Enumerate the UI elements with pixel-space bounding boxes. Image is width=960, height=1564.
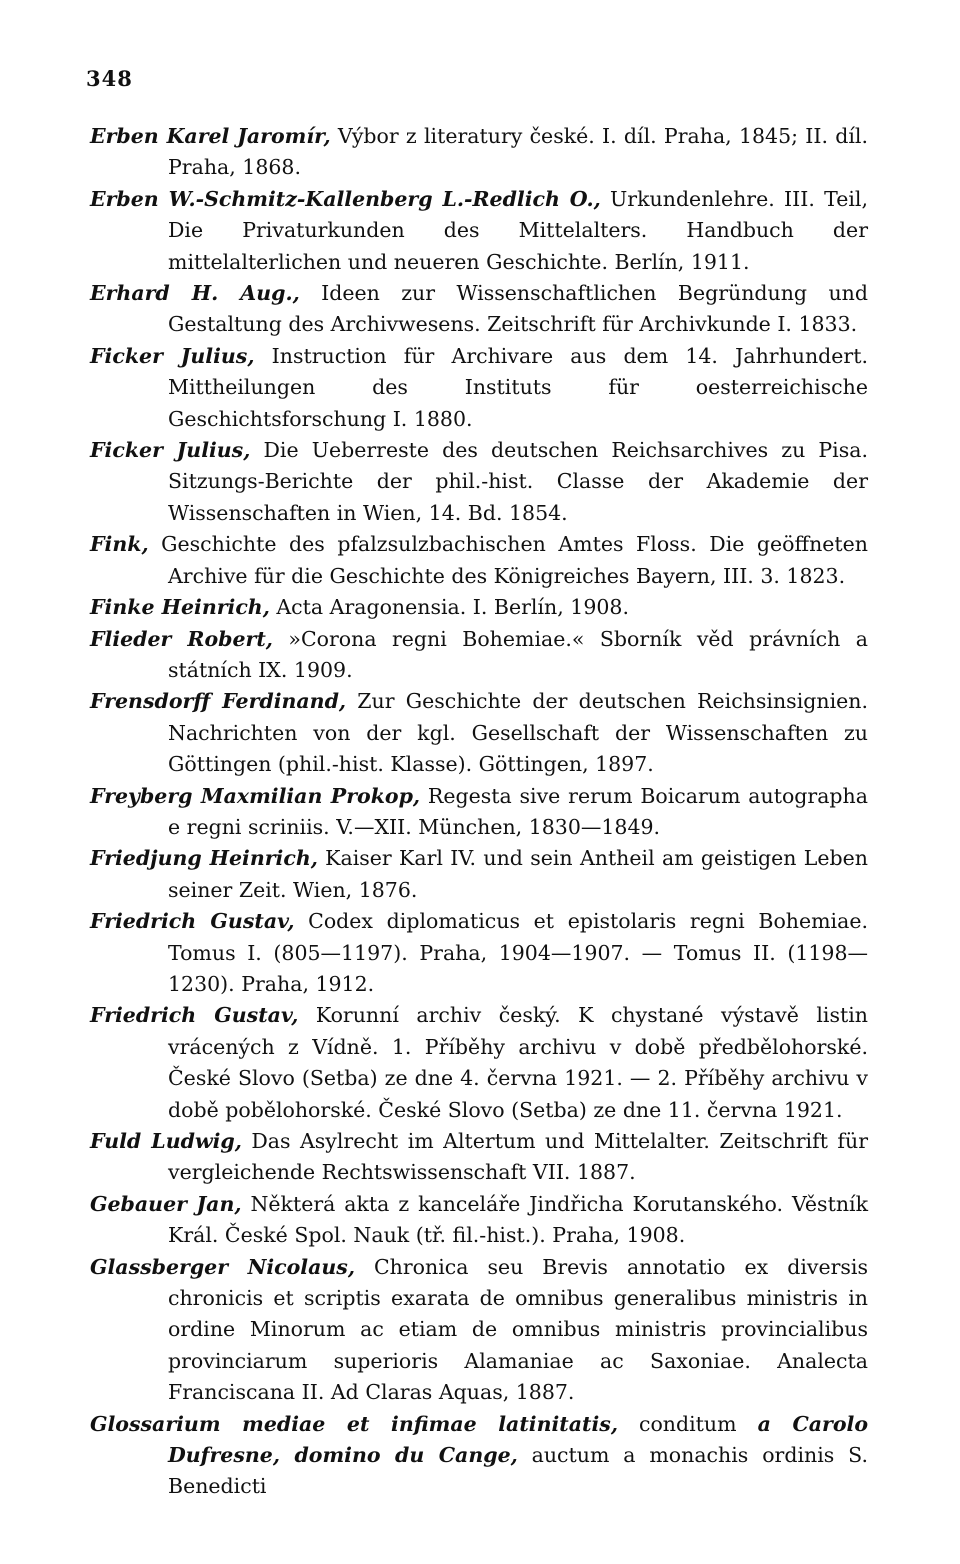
bibliography-entry — [90, 1000, 868, 1126]
entry-text: Některá akta z kanceláře Jindřicha Korutanského. Věstník Král. České Spol. Nauk (tř. fil.-hist.). Praha, 1908. — [168, 1191, 868, 1248]
entry-author: Glassberger Nicolaus, — [90, 1254, 355, 1279]
bibliography-entry — [90, 686, 868, 780]
entry-text: Regesta sive rerum Boicarum autographa e regni scriniis. V.—XII. München, 1830—1849. — [168, 783, 868, 839]
entry-author: Fuld Ludwig, — [90, 1129, 242, 1153]
entry-text: Instruction für Archivare aus dem 14. Jahrhundert. Mittheilungen des Instituts für oesterreichische Geschichtsforschung I. 1880. — [168, 343, 868, 431]
page-number: 348 — [86, 66, 133, 91]
entry-text: Urkundenlehre. III. Teil, Die Privaturkunden des Mittelalters. Handbuch der mittelalterlichen und neueren Geschichte. Berlín, 1911. — [168, 186, 868, 274]
entry-author: Erhard H. Aug., — [90, 281, 300, 306]
entry-author: Gebauer Jan, — [90, 1191, 242, 1216]
entry-text: Acta Aragonensia. I. Berlín, 1908. — [269, 595, 629, 620]
entry-text: Geschichte des pfalzsulzbachischen Amtes Floss. Die geöffneten Archive für die Geschichte des Königreiches Bayern, III. 3. 1823. — [148, 532, 868, 588]
entry-text: Ideen zur Wissenschaftlichen Begründung und Gestaltung des Archivwesens. Zeitschrift für Archivkunde I. 1833. — [168, 281, 868, 337]
bibliography-entry — [90, 529, 868, 592]
entry-author: Frensdorff Ferdinand, — [90, 689, 347, 714]
bibliography-entry — [90, 278, 868, 341]
entry-text: Die Ueberreste des deutschen Reichsarchives zu Pisa. Sitzungs-Berichte der phil.-hist. Classe der Akademie der Wissenschaften in Wien, 14. Bd. 1854. — [168, 438, 868, 525]
entry-author: Finke Heinrich, — [90, 595, 270, 620]
entry-text: Zur Geschichte der deutschen Reichsinsignien. Nachrichten von der kgl. Gesellschaft der Wissenschaften zu Göttingen (phil.-hist. Klasse). Göttingen, 1897. — [168, 689, 868, 777]
bibliography-entry — [90, 121, 868, 184]
entry-author: Friedjung Heinrich, — [90, 846, 318, 871]
bibliography-entry — [90, 184, 868, 278]
entry-author: Flieder Robert, — [90, 626, 273, 651]
entry-text: Das Asylrecht im Altertum und Mittelalter. Zeitschrift für vergleichende Rechtswissenschaft VII. 1887. — [168, 1129, 868, 1185]
bibliography-entry — [90, 843, 868, 906]
bibliography-entry — [90, 1126, 868, 1189]
bibliography-list — [90, 121, 868, 1503]
entry-author: Friedrich Gustav, — [90, 1003, 299, 1028]
bibliography-entry — [90, 435, 868, 529]
entry-author: Friedrich Gustav, — [90, 909, 295, 934]
bibliography-entry — [90, 624, 868, 687]
entry-author: Glossarium mediae et infimae latinitatis, — [90, 1411, 618, 1436]
entry-author: Erben W.-Schmitz-Kallenberg L.-Redlich O., — [90, 186, 601, 211]
entry-text: Chronica seu Brevis annotatio ex diversis chronicis et scriptis exarata de omnibus generalibus ministris in ordine Minorum ac etiam de omnibus ministris provincialibus provinciarum superioris Alamaniae ac Saxoniae. Analecta Franciscana II. Ad Claras Aquas, 1887. — [168, 1254, 868, 1405]
bibliography-entry — [90, 906, 868, 1000]
bibliography-entry — [90, 781, 868, 844]
entry-text: Codex diplomaticus et epistolaris regni Bohemiae. Tomus I. (805—1197). Praha, 1904—1907. — Tomus II. (1198—1230). Praha, 1912. — [168, 909, 868, 996]
entry-text: Korunní archiv český. K chystané výstavě listin vrácených z Vídně. 1. Příběhy archivu v době předbělohorské. České Slovo (Setba) ze dne 4. června 1921. — 2. Příběhy archivu v době pobělohorské. České Slovo (Setba) ze dne 11. června 1921. — [168, 1003, 868, 1122]
entry-author: Erben Karel Jaromír, — [90, 124, 331, 148]
entry-text: Výbor z literatury české. I. díl. Praha, 1845; II. díl. Praha, 1868. — [168, 124, 869, 180]
entry-text: conditum — [617, 1411, 758, 1436]
entry-text: Kaiser Karl IV. und sein Antheil am geistigen Leben seiner Zeit. Wien, 1876. — [168, 846, 869, 902]
bibliography-entry — [90, 1189, 868, 1252]
bibliography-entry — [90, 1409, 868, 1503]
entry-author: Freyberg Maxmilian Prokop, — [90, 783, 421, 808]
entry-author: a Carolo Dufresne, domino du Cange, — [168, 1411, 868, 1468]
entry-author: Ficker Julius, — [90, 438, 251, 463]
entry-text: auctum a monachis ordinis S. Benedicti — [168, 1443, 868, 1499]
entry-text: »Corona regni Bohemiae.« Sborník věd právních a státních IX. 1909. — [168, 626, 868, 682]
bibliography-entry — [90, 1252, 868, 1409]
bibliography-entry — [90, 341, 868, 435]
entry-author: Ficker Julius, — [90, 343, 255, 368]
bibliography-entry — [90, 592, 868, 623]
entry-author: Fink, — [90, 532, 149, 557]
